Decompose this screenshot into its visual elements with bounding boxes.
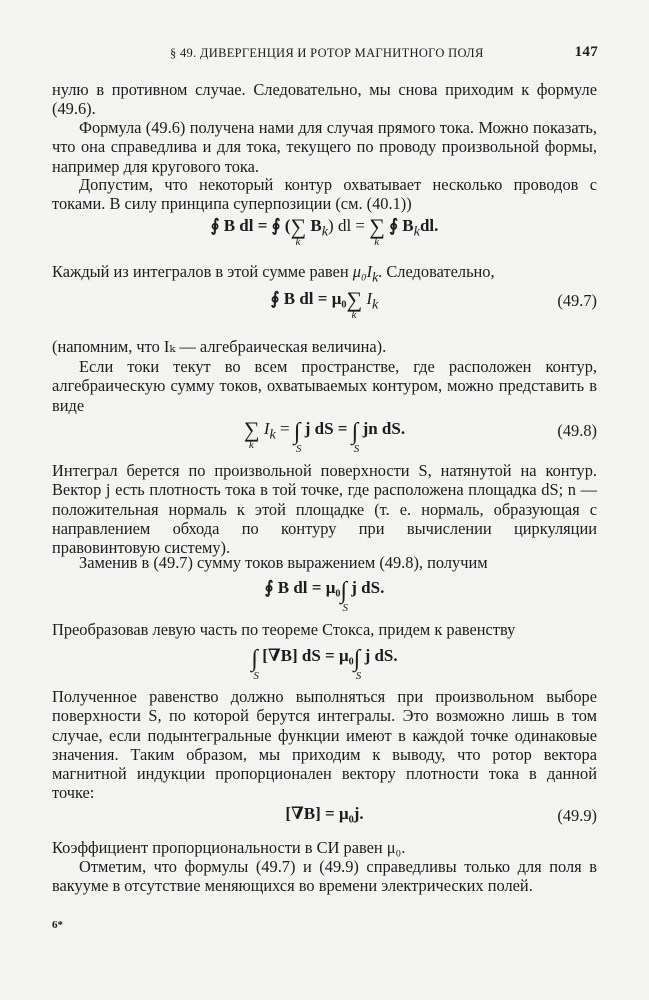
sum-symbol-498 (243, 417, 260, 451)
paragraph-formula-496: Формула (49.6) получена нами для случая прямого тока. Можно показать, что она справедлива и для тока, текущего по проводу произвольной формы, например для кругового тока. (52, 118, 597, 176)
eq-rhs: ∮ B (384, 216, 414, 235)
signature-mark: 6* (52, 919, 63, 931)
sum-index-2: k (374, 236, 380, 248)
integral-symbol-3 (340, 578, 348, 614)
integral-glyph-2: ∫ (351, 419, 359, 445)
sum-index: k (295, 236, 301, 248)
paragraph-remark: (напомним, что Iₖ — алгебраическая величина). (52, 337, 387, 356)
eq-lhs: ∮ B dl = ∮ ( (210, 216, 291, 235)
combined-lhs: ∮ B dl = μ₀ (264, 578, 341, 597)
paragraph-integral-surface: Интеграл берется по произвольной поверхности S, натянутой на контур. Вектор j есть плотность тока в той точке, где расположена площадка dS; n — положительная нормаль к этой площадке (т. е. нормаль, образующая с направлением обхода по контуру при вычислении циркуляции правовинтовую систему). (52, 461, 597, 558)
combined-rhs: j dS. (347, 578, 385, 597)
eq499-formula: [∇B] = μ₀j. (285, 804, 364, 823)
sum-glyph: ∑ (290, 214, 307, 239)
integral-domain-2: S (353, 443, 360, 455)
paragraph-conclusion: Полученное равенство должно выполняться при произвольном выборе поверхности S, по которой берутся интегралы. Это возможно лишь в том случае, если подынтегральные функции имеют в каждой точке одинаковые значения. Таким образом, мы приходим к выводу, что ротор вектора магнитной индукции пропорционален вектору плотности тока в данной точке: (52, 687, 597, 803)
page-number: 147 (574, 44, 598, 60)
p4-subscript: k (372, 269, 379, 285)
equation-49-9 (52, 798, 597, 838)
eq497-rhs: I (366, 289, 373, 308)
p4-prefix: Каждый из интегралов в этой сумме равен (52, 262, 353, 281)
p4-suffix: . Следовательно, (378, 262, 495, 281)
sum-glyph-497: ∑ (346, 287, 363, 312)
eq497-rhs-sub: k (372, 296, 379, 313)
eq498-c: jn dS. (358, 419, 406, 438)
eq-bk: B (310, 216, 322, 235)
integral-symbol-5 (353, 646, 362, 682)
p4-symbol: μ₀I (352, 262, 373, 281)
eq-mid: ) dl = (328, 216, 370, 235)
paragraph-currents: Если токи текут во всем пространстве, где расположен контур, алгебраическую сумму токов, охватываемых контуром, можно представить в виде (52, 357, 597, 415)
integral-domain-1: S (295, 443, 302, 455)
integral-domain-4: S (253, 670, 259, 682)
sum-glyph-498: ∑ (243, 417, 260, 442)
equation-number-49-8: (49.8) (557, 421, 597, 440)
equation-number-49-9: (49.9) (557, 806, 597, 825)
eq498-I-sub: k (269, 426, 276, 443)
integral-domain-5: S (355, 670, 362, 682)
paragraph-coefficient: Коэффициент пропорциональности в СИ равен μ₀. (52, 838, 406, 857)
paragraph-stokes: Преобразовав левую часть по теореме Стокса, придем к равенству (52, 620, 516, 639)
eq497-lhs: ∮ B dl = μ₀ (270, 289, 347, 308)
eq-bk-sub: k (321, 223, 329, 240)
integral-symbol-4 (251, 646, 259, 682)
equation-superposition (52, 210, 597, 250)
eq498-I: I (263, 419, 270, 438)
paragraph-replace: Заменив в (49.7) сумму токов выражением (49.8), получим (79, 553, 488, 572)
equation-49-8 (52, 413, 597, 453)
integral-glyph-5: ∫ (353, 646, 361, 672)
eq-rhs-sub: k (413, 223, 420, 240)
running-header (170, 44, 598, 64)
sum-index-497: k (351, 309, 357, 321)
sum-symbol-497 (346, 287, 363, 321)
sum-index-498: k (248, 439, 254, 451)
paragraph-continued: нулю в противном случае. Следовательно, мы снова приходим к формуле (49.6). (52, 80, 597, 119)
equation-stokes (52, 640, 597, 680)
integral-glyph-4: ∫ (251, 646, 258, 672)
paragraph-superposition: Допустим, что некоторый контур охватывает несколько проводов с токами. В силу принципа суперпозиции (см. (40.1)) (52, 175, 597, 214)
sum-symbol-2 (369, 214, 385, 248)
eq498-a: = (275, 419, 294, 438)
sum-glyph-2: ∑ (369, 214, 385, 239)
stokes-rhs: j dS. (360, 646, 398, 665)
equation-combined (52, 572, 597, 612)
eq498-b: j dS = (300, 419, 352, 438)
equation-number-49-7: (49.7) (557, 291, 597, 310)
integral-domain-3: S (342, 602, 348, 614)
chapter-title: § 49. ДИВЕРГЕНЦИЯ И РОТОР МАГНИТНОГО ПОЛЯ (170, 46, 484, 60)
sum-symbol (290, 214, 307, 248)
equation-49-7 (52, 283, 597, 323)
integral-glyph-3: ∫ (340, 578, 348, 604)
eq-rhs-end: dl. (419, 216, 439, 235)
stokes-mid: [∇B] dS = μ₀ (257, 646, 354, 665)
paragraph-note: Отметим, что формулы (49.7) и (49.9) справедливы только для поля в вакууме в отсутствие меняющихся во времени электрических полей. (52, 857, 597, 896)
integral-symbol-2 (351, 419, 360, 455)
integral-symbol-1 (293, 419, 302, 455)
integral-glyph-1: ∫ (293, 419, 301, 445)
